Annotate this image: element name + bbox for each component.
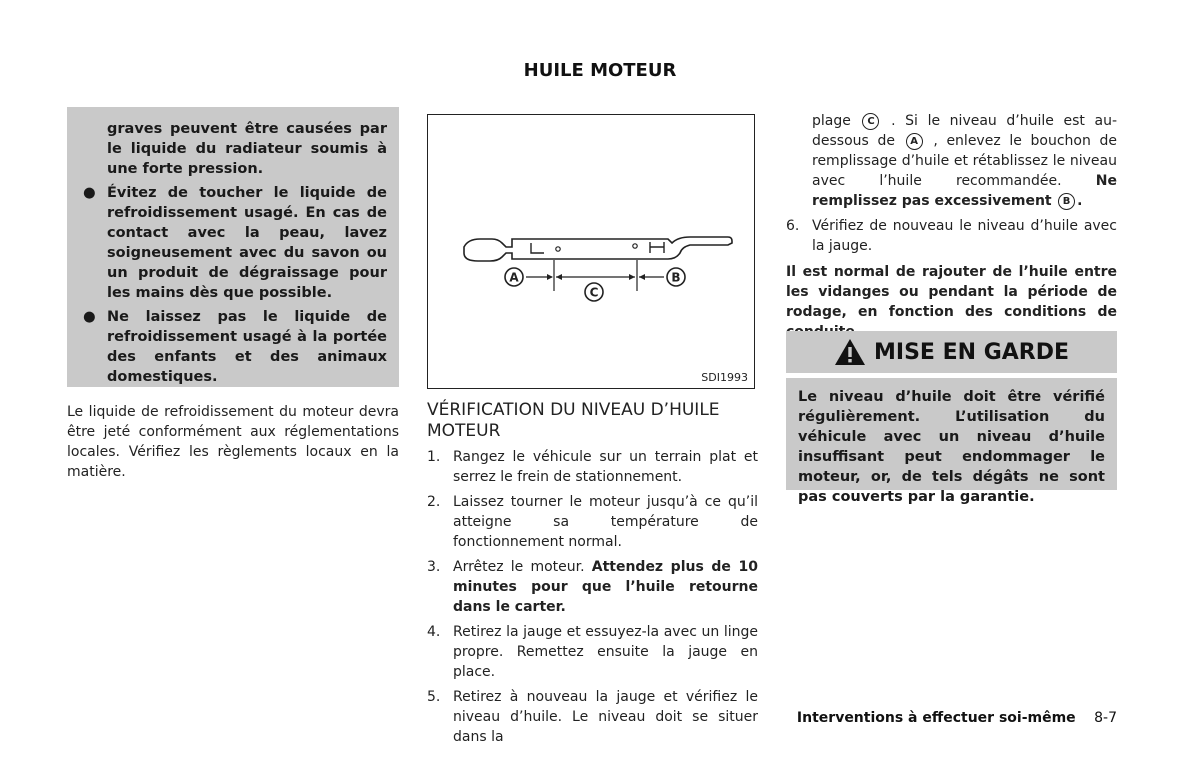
steps-list <box>427 447 758 752</box>
label-a-icon: A <box>906 133 923 150</box>
page-number: 8-7 <box>1094 710 1117 726</box>
dipstick-outline <box>464 237 732 261</box>
dipstick-figure <box>427 114 755 389</box>
arrow-c-head-right <box>629 274 635 280</box>
warning-bullet-text: Évitez de toucher le liquide de refroidissement usagé. En cas de contact avec la peau, lavez soigneusement avec du savon ou un produit de dégraissage pour les mains dès que possible. <box>107 185 387 301</box>
step-number: 3. <box>427 559 441 575</box>
warning-triangle-icon <box>834 338 866 366</box>
normal-note: Il est normal de rajouter de l’huile entre les vidanges ou pendant la période de rodage, en fonction des conditions de <box>786 264 1117 320</box>
step-item <box>427 557 758 617</box>
footer-section: Interventions à effectuer soi-même <box>796 710 1076 726</box>
step5-text-c: , enlevez le bouchon de remplissage d’huile et rétablissez le niveau avec l’huile recommandée. <box>812 133 1118 189</box>
high-mark <box>650 242 664 253</box>
step5-bold-text: Ne remplissez pas excessivement <box>812 173 1117 209</box>
step-text: Vérifiez de nouveau le niveau d’huile avec la jauge. <box>812 218 1117 254</box>
caution-banner <box>786 331 1117 373</box>
low-dot <box>556 247 560 251</box>
step-item <box>786 216 1117 256</box>
label-c-icon: C <box>862 113 879 130</box>
step-number: 5. <box>427 689 441 705</box>
warning-lead-text: graves peuvent être causées par le liquide du radiateur soumis à une forte pression. <box>107 121 387 177</box>
step-number: 2. <box>427 494 441 510</box>
coolant-disposal-paragraph: Le liquide de refroidissement du moteur devra être jeté conformément aux réglementations locales. Vérifiez les règlements locaux en la matière. <box>67 404 399 480</box>
arrow-c-head-left <box>556 274 562 280</box>
bullet-icon: ● <box>83 185 96 201</box>
step5-text-b: . Si le niveau d’huile est au-dessous de <box>812 113 1118 149</box>
caution-box: Le niveau d’huile doit être vérifié régulièrement. L’utilisation du véhicule avec un niveau d’huile insuffisant peut endommager le moteur, or, de tels dégâts ne sont pas couverts par la garantie. <box>786 378 1117 490</box>
step5-text-a: plage <box>812 113 851 129</box>
coolant-warning-box <box>67 107 399 387</box>
section-heading: VÉRIFICATION DU NIVEAU D’HUILE MOTEUR <box>427 400 720 441</box>
figure-code: SDI1993 <box>701 371 748 384</box>
step-number: 4. <box>427 624 441 640</box>
step-text: Rangez le véhicule sur un terrain plat et serrez le frein de stationnement. <box>453 449 758 485</box>
arrow-a-head <box>547 274 553 280</box>
arrow-b-head <box>639 274 645 280</box>
right-column <box>786 111 1117 342</box>
step-number: 6. <box>786 218 800 234</box>
step-text: Arrêtez le moteur. <box>453 559 592 575</box>
warning-bullet <box>81 307 387 387</box>
label-b-icon: B <box>1058 193 1075 210</box>
label-b: B <box>671 270 681 285</box>
bullet-icon: ● <box>83 309 96 325</box>
caution-title: MISE EN GARDE <box>873 339 1070 365</box>
warning-bullet-text: Ne laissez pas le liquide de refroidissement usagé à la portée des enfants et des animaux domestiques. <box>107 309 387 385</box>
page-title: HUILE MOTEUR <box>523 60 677 81</box>
label-c: C <box>589 285 599 300</box>
step-item <box>427 687 758 747</box>
dipstick-diagram <box>428 115 754 387</box>
step-item <box>427 622 758 682</box>
page-footer <box>797 710 1117 726</box>
step-text: Retirez la jauge et essuyez-la avec un linge propre. Remettez ensuite la jauge en place. <box>453 624 758 680</box>
step5-continuation <box>786 111 1117 211</box>
low-mark <box>531 243 544 253</box>
step5-end: . <box>1077 193 1083 209</box>
step-item <box>427 447 758 487</box>
step-text: Laissez tourner le moteur jusqu’à ce qu’il atteigne sa température de fonctionnement normal. <box>453 494 758 550</box>
label-a: A <box>509 270 519 285</box>
warning-bullet <box>81 183 387 303</box>
step-text: Retirez à nouveau la jauge et vérifiez le niveau d’huile. Le niveau doit se situer dans la <box>453 689 758 745</box>
step-bold-text: Attendez plus de 10 minutes pour que l’huile retourne dans le carter. <box>453 559 758 615</box>
high-dot <box>633 244 637 248</box>
step-number: 1. <box>427 449 441 465</box>
step-item <box>427 492 758 552</box>
